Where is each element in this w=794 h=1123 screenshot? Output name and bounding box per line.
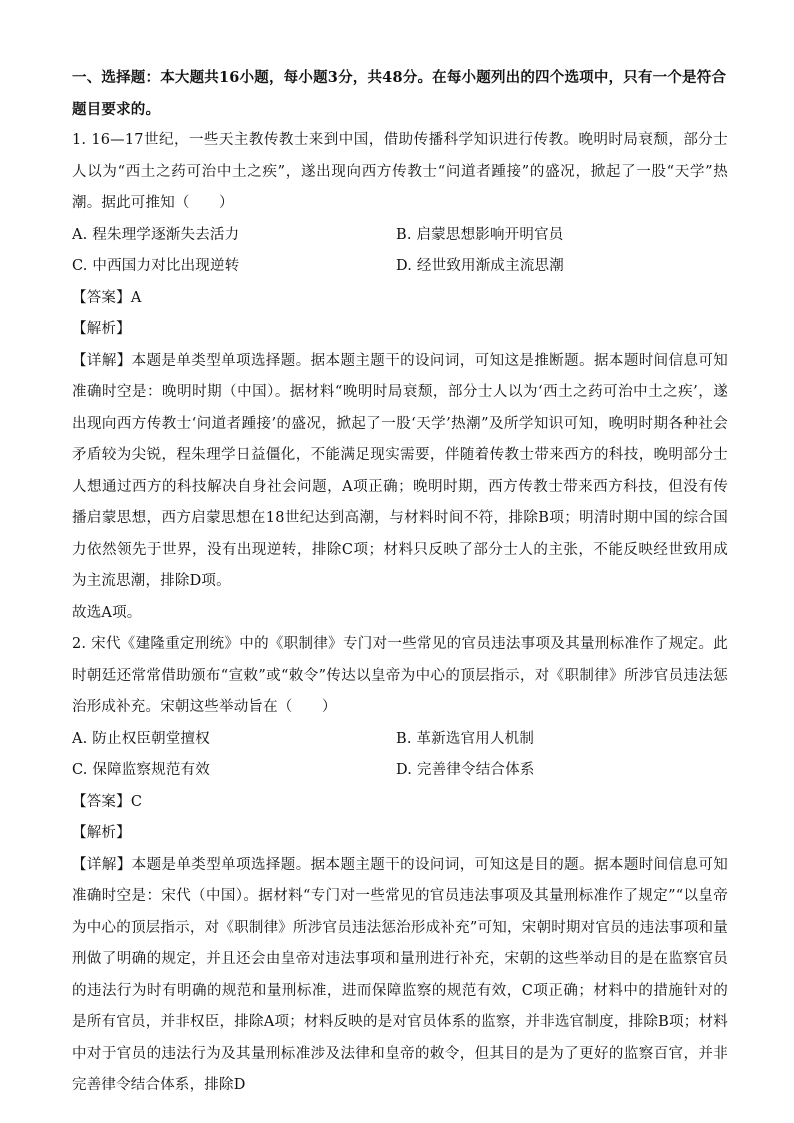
option-d: D. 完善律令结合体系 <box>396 762 535 778</box>
question-2 <box>72 629 728 1102</box>
detail-explanation: 【详解】本题是单类型单项选择题。据本题主题干的设问词，可知这是推断题。据本题时间信息可知准确时空是：晚明时期（中国）。据材料“晚明时局衰颓，部分士人以为‘西土之药可治中土之疾’，遂出现向西方传教士‘问道者踵接’的盛况，掀起了一股‘天学’热潮”及所学知识可知，晚明时期各种社会矛盾较为尖锐，程朱理学日益僵化，不能满足现实需要，伴随着传教士带来西方的科技，晚明部分士人想通过西方的科技解决自身社会问题，A项正确；晚明时期，西方传教士带来西方科技，但没有传播启蒙思想，西方启蒙思想在18世纪达到高潮，与材料时间不符，排除B项；明清时期中国的综合国力依然领先于世界，没有出现逆转，排除C项；材料只反映了部分士人的主张，不能反映经世致用成为主流思潮，排除D项。 <box>72 352 728 589</box>
options-list <box>72 220 728 283</box>
option-a: A. 程朱理学逐渐失去活力 <box>72 226 240 243</box>
analysis-label: 【解析】 <box>72 825 131 841</box>
question-stem: 1. 16—17世纪，一些天主教传教士来到中国，借助传播科学知识进行传教。晚明时局衰颓，部分士人以为“西土之药可治中土之疾”，遂出现向西方传教士“问道者踵接”的盛况，掀起了一股“天学”热潮。据此可推知（ ） <box>72 132 728 211</box>
option-b: B. 启蒙思想影响开明官员 <box>396 226 564 243</box>
answer-value: C <box>130 793 143 810</box>
answer-label: 【答案】 <box>72 289 131 306</box>
question-1 <box>72 125 728 629</box>
option-b: B. 革新选官用人机制 <box>396 730 535 747</box>
detail-explanation: 【详解】本题是单类型单项选择题。据本题主题干的设问词，可知这是目的题。据本题时间信息可知准确时空是：宋代（中国）。据材料“专门对一些常见的官员违法事项及其量刑标准作了规定”“以皇帝为中心的顶层指示，对《职制律》所涉官员违法惩治形成补充”可知，宋朝时期对官员的违法事项和量刑做了明确的规定，并且还会由皇帝对违法事项和量刑进行补充，宋朝的这些举动目的是在监察官员的违法行为时有明确的规范和量刑标准，进而保障监察的规范有效，C项正确；材料中的措施针对的是所有官员，并非权臣，排除A项；材料反映的是对官员体系的监察，并非选官制度，排除B项；材料中对于官员的违法行为及其量刑标准涉及法律和皇帝的敕令，但其目的是为了更好的监察百官，并非完善律令结合体系，排除D <box>72 856 728 1093</box>
answer-line <box>72 283 728 315</box>
option-a: A. 防止权臣朝堂擅权 <box>72 730 210 747</box>
section-title: 一、选择题：本大题共16小题，每小题3分，共48分。在每小题列出的四个选项中，只有一个是符合题目要求的。 <box>72 69 727 118</box>
option-c: C. 中西国力对比出现逆转 <box>72 258 240 274</box>
conclusion: 故选A项。 <box>72 604 142 621</box>
answer-label: 【答案】 <box>72 793 131 810</box>
option-d: D. 经世致用渐成主流思潮 <box>396 258 564 274</box>
option-c: C. 保障监察规范有效 <box>72 762 210 778</box>
options-list <box>72 724 728 787</box>
question-stem: 2. 宋代《建隆重定刑统》中的《职制律》专门对一些常见的官员违法事项及其量刑标准作了规定。此时朝廷还常常借助颁布“宣敕”或“敕令”传达以皇帝为中心的顶层指示，对《职制律》所涉官员违法惩治形成补充。宋朝这些举动旨在（ ） <box>72 636 728 715</box>
document-page <box>72 62 728 1102</box>
answer-line <box>72 787 728 819</box>
answer-value: A <box>130 289 142 306</box>
analysis-label: 【解析】 <box>72 321 131 337</box>
